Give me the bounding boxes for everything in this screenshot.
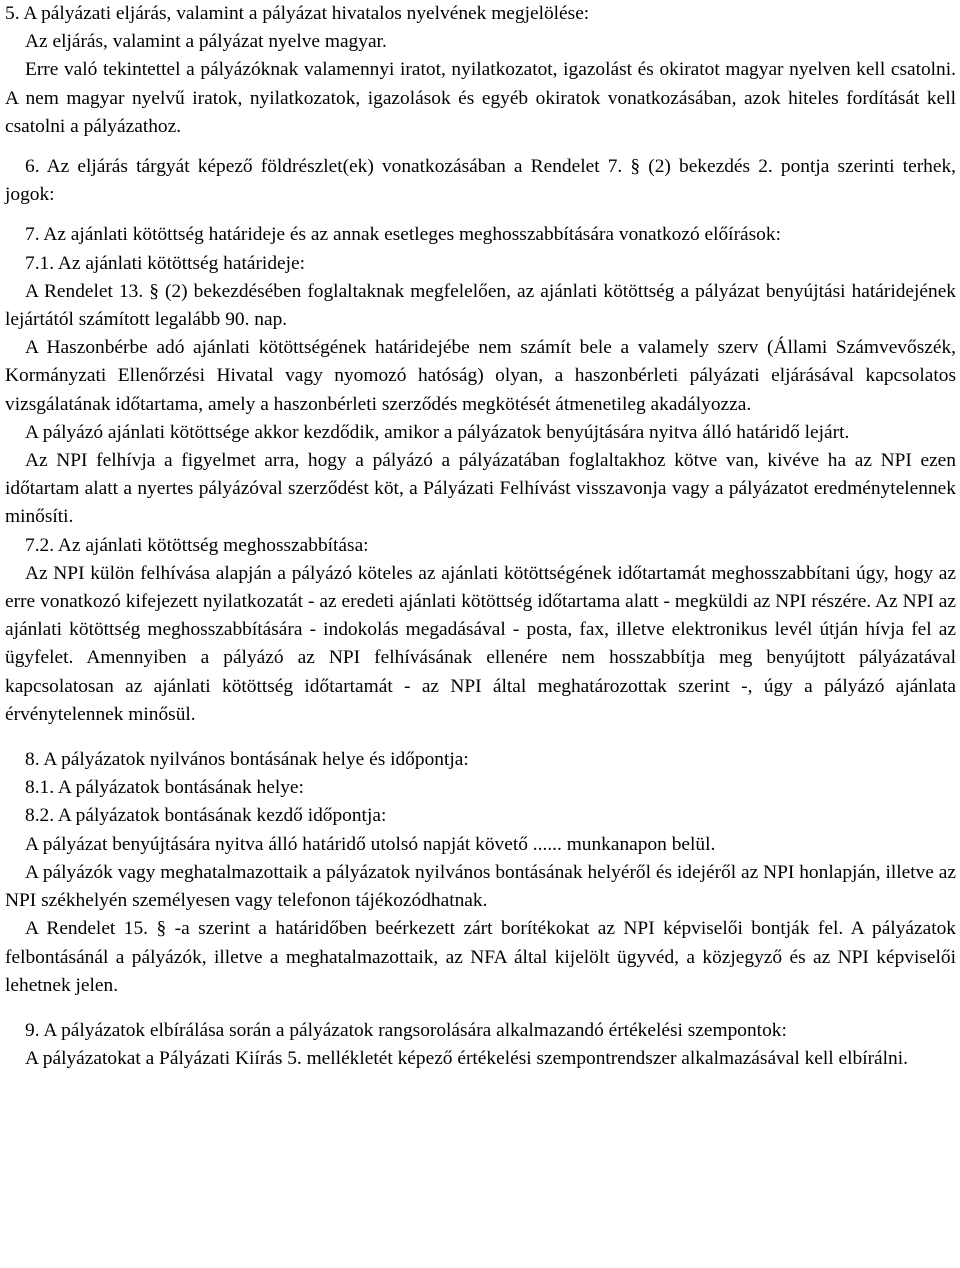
- section-7-1-paragraph-1: A Rendelet 13. § (2) bekezdésében foglaltaknak megfelelően, az ajánlati kötöttség a pályázat benyújtási határidejének lejártától számított legalább 90. nap.: [5, 280, 956, 331]
- section-9-heading: 9. A pályázatok elbírálása során a pályázatok rangsorolására alkalmazandó értékelési szempontok:: [25, 1019, 787, 1041]
- section-8-paragraph-3: A Rendelet 15. § -a szerint a határidőben beérkezett zárt borítékokat az NPI képviselői bontják fel. A pályázatok felbontásánál a pályázók, illetve a meghatalmazottaik, az NFA által kijelölt ügyvéd, a közjegyző és az NPI képviselői lehetnek jelen.: [5, 918, 956, 996]
- section-5-heading: 5. A pályázati eljárás, valamint a pályázat hivatalos nyelvének megjelölése:: [5, 3, 590, 24]
- section-7-2-heading: 7.2. Az ajánlati kötöttség meghosszabbítása:: [25, 534, 369, 556]
- section-8-heading: 8. A pályázatok nyilvános bontásának helye és időpontja:: [25, 749, 469, 771]
- section-7-heading: 7. Az ajánlati kötöttség határideje és az annak esetleges meghosszabbítására vonatkozó előírások:: [25, 224, 781, 246]
- section-8: [5, 746, 956, 1000]
- section-7: [5, 221, 956, 729]
- section-7-1-paragraph-2: A Haszonbérbe adó ajánlati kötöttségének határidejébe nem számít bele a valamely szerv (Állami Számvevőszék, Kormányzati Ellenőrzési Hivatal vagy nyomozó hatóság) olyan, a haszonbérleti pályázati eljárásával kapcsolatos vizsgálatának időtartama, amely a haszonbérleti szerződés megkötését átmenetileg akadályozza.: [5, 337, 956, 415]
- section-6: [5, 153, 956, 209]
- section-8-paragraph-2: A pályázók vagy meghatalmazottaik a pályázatok nyilvános bontásának helyéről és idejéről az NPI honlapján, illetve az NPI székhelyén személyesen vagy telefonon tájékozódhatnak.: [5, 861, 956, 912]
- section-5-language: Az eljárás, valamint a pályázat nyelve magyar.: [25, 31, 387, 53]
- section-7-1-paragraph-3: A pályázó ajánlati kötöttsége akkor kezdődik, amikor a pályázatok benyújtására nyitva álló határidő lejárt.: [25, 421, 850, 443]
- section-7-1-heading: 7.1. Az ajánlati kötöttség határideje:: [25, 252, 305, 274]
- section-7-2-paragraph: Az NPI külön felhívása alapján a pályázó köteles az ajánlati kötöttségének időtartamát meghosszabbítani úgy, hogy az erre vonatkozó kifejezett nyilatkozatát - az eredeti ajánlati kötöttség időtartama alatt - megküldi az NPI részére. Az NPI az ajánlati kötöttség meghosszabbítására - indokolás megadásával - posta, fax, illetve elektronikus levél útján hívja fel az ügyfelet. Amennyiben a pályázó az NPI felhívásának ellenére nem hosszabbítja meg benyújtott pályázatával kapcsolatosan az ajánlati kötöttség időtartamát - az NPI által meghatározottak szerint -, úgy a pályázó ajánlata érvénytelennek minősül.: [5, 562, 956, 725]
- section-5-body: Erre való tekintettel a pályázóknak valamennyi iratot, nyilatkozatot, igazolást és okiratot magyar nyelven kell csatolni. A nem magyar nyelvű iratok, nyilatkozatok, igazolások és egyéb okiratok vonatkozásában, azok hiteles fordítását kell csatolni a pályázathoz.: [5, 59, 956, 137]
- section-9: [5, 1017, 956, 1073]
- section-8-paragraph-1: A pályázat benyújtására nyitva álló határidő utolsó napját követő ...... munkanapon belül.: [25, 833, 716, 855]
- section-8-2-heading: 8.2. A pályázatok bontásának kezdő időpontja:: [25, 805, 387, 827]
- section-6-text: 6. Az eljárás tárgyát képező földrészlet(ek) vonatkozásában a Rendelet 7. § (2) bekezdés 2. pontja szerinti terhek, jogok:: [5, 156, 956, 206]
- section-9-paragraph: A pályázatokat a Pályázati Kiírás 5. mellékletét képező értékelési szempontrendszer alkalmazásával kell elbírálni.: [25, 1048, 908, 1070]
- section-7-1-paragraph-4: Az NPI felhívja a figyelmet arra, hogy a pályázó a pályázatában foglaltakhoz kötve van, kivéve ha az NPI ezen időtartam alatt a nyertes pályázóval szerződést köt, a Pályázati Felhívást visszavonja vagy a pályázatot eredménytelennek minősíti.: [5, 450, 956, 528]
- section-8-1-heading: 8.1. A pályázatok bontásának helye:: [25, 777, 304, 799]
- section-5: [5, 0, 956, 141]
